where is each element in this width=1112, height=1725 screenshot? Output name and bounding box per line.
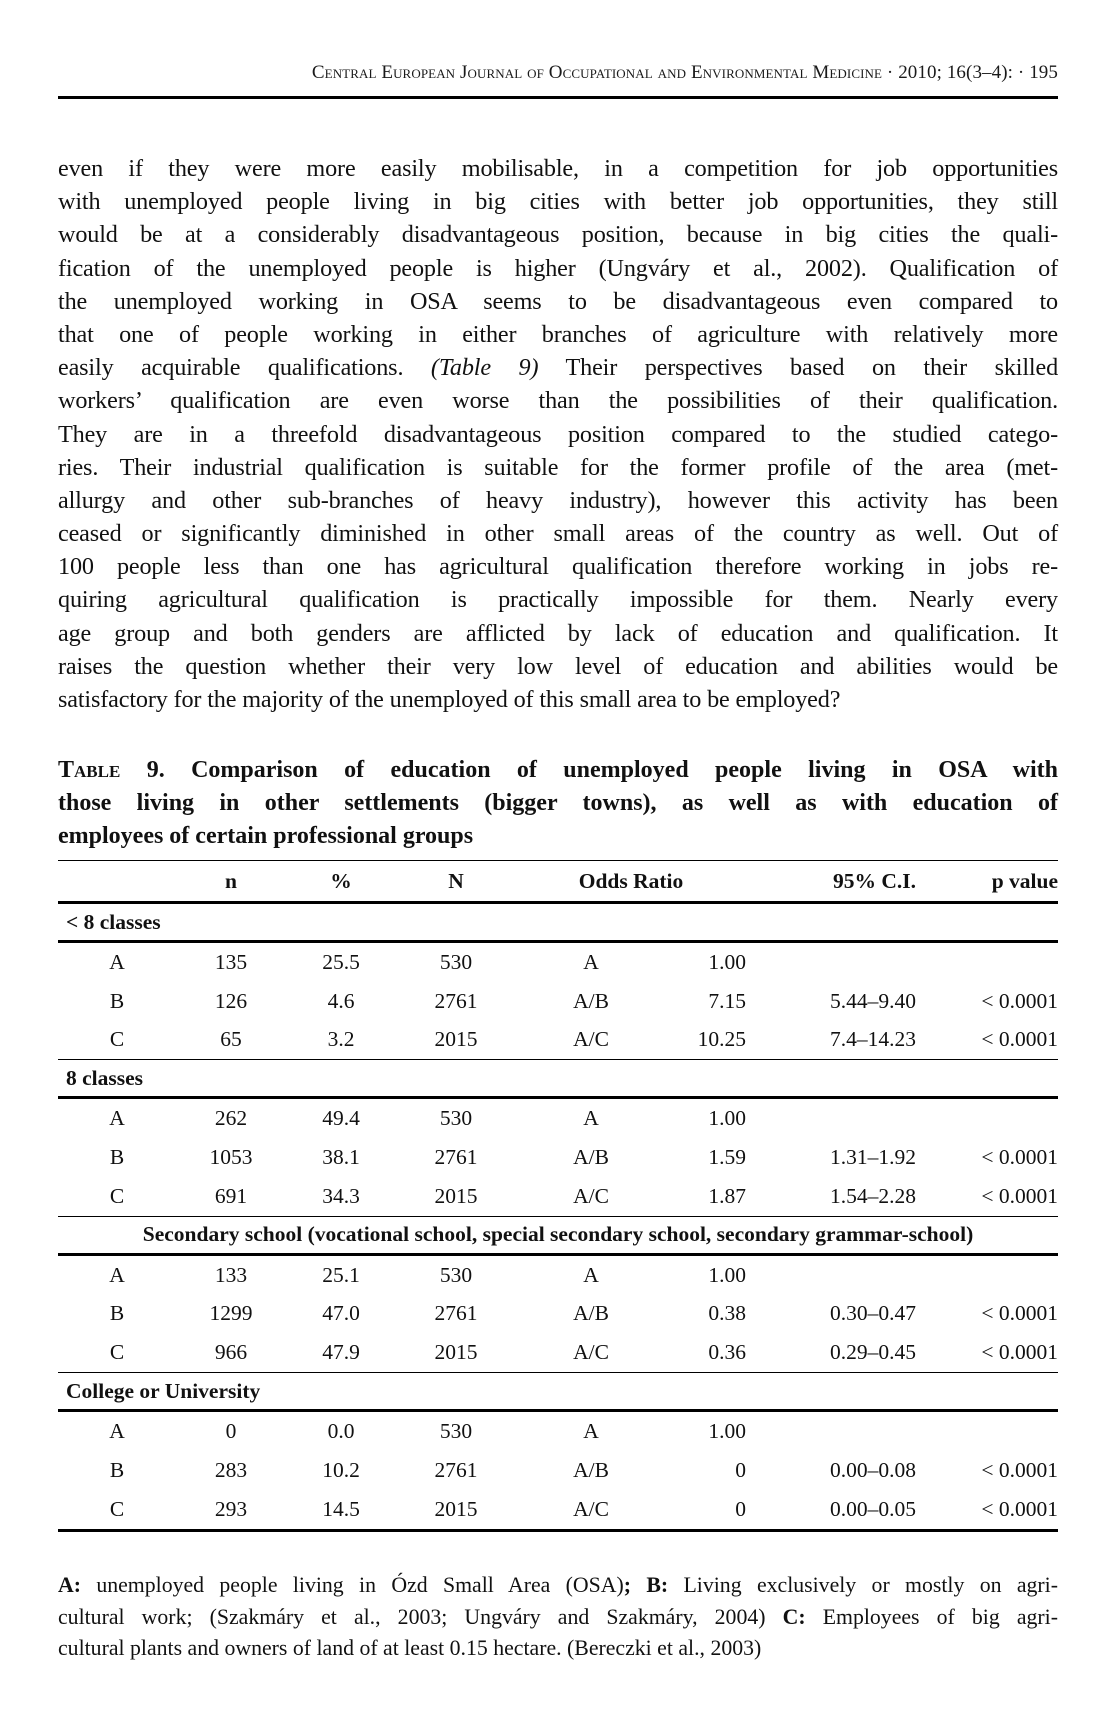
cell-comparison: A/B xyxy=(573,1457,609,1482)
cell-odds-ratio: 10.25 xyxy=(697,1027,746,1052)
col-header-group xyxy=(58,861,176,903)
cell-percent: 14.5 xyxy=(286,1490,396,1530)
cell-comparison: A/C xyxy=(573,1340,609,1365)
cell-ci xyxy=(746,1254,916,1294)
cell-odds-ratio: 1.87 xyxy=(708,1183,746,1208)
cell-n: 133 xyxy=(214,1262,248,1287)
col-header-p-value: p value xyxy=(916,861,1058,903)
cell-comparison: A xyxy=(583,1262,599,1287)
cell-comparison: A/C xyxy=(516,1490,666,1530)
cell-p-value: < 0.0001 xyxy=(916,1490,1058,1530)
cell-p-value: < 0.0001 xyxy=(981,1457,1058,1482)
cell-ci: 0.30–0.47 xyxy=(830,1301,916,1326)
table-reference: (Table 9) xyxy=(430,354,539,382)
body-line xyxy=(58,351,1058,384)
table-row xyxy=(58,1254,1058,1294)
running-head: Central European Journal of Occupational and Environmental Medicine · 2010; 16(3–4): · 195 xyxy=(311,62,1058,83)
table-row xyxy=(58,1411,1058,1451)
cell-comparison: A xyxy=(583,949,599,974)
cell-p-value xyxy=(916,942,1058,982)
col-header-total: N xyxy=(396,861,516,903)
table-header-row xyxy=(58,861,1058,903)
cell-ci: 0.29–0.45 xyxy=(830,1340,916,1365)
body-line: age group and both genders are afflicted by lack of education and qualification. It xyxy=(58,619,1058,647)
cell-comparison: A/C xyxy=(573,1027,609,1052)
cell-percent: 38.1 xyxy=(322,1145,360,1170)
caption-line: employees of certain professional groups xyxy=(58,823,474,849)
body-line: would be at a considerably disadvantageous position, because in big cities the quali- xyxy=(58,221,1058,249)
table-row xyxy=(58,942,1058,982)
cell-comparison: A/B xyxy=(573,988,609,1013)
cell-n: 126 xyxy=(214,988,248,1013)
cell-ci xyxy=(746,942,916,982)
table-row xyxy=(58,1098,1058,1138)
cell-p-value xyxy=(916,1254,1058,1294)
cell-total: 2015 xyxy=(434,1027,478,1052)
cell-percent: 49.4 xyxy=(322,1106,360,1131)
header-rule xyxy=(58,96,1058,99)
table-group-row xyxy=(58,903,1058,942)
cell-odds-ratio: 0 xyxy=(666,1490,746,1530)
table-row xyxy=(58,1295,1058,1334)
cell-total: 530 xyxy=(439,949,473,974)
footnote-key: C: xyxy=(782,1604,806,1629)
cell-percent: 10.2 xyxy=(322,1457,360,1482)
row-label: B xyxy=(109,1301,125,1326)
row-label: A xyxy=(109,1262,125,1287)
table-group-row xyxy=(58,1216,1058,1254)
body-paragraph xyxy=(58,152,1058,716)
body-text-segment: easily acquirable qualifications. xyxy=(58,354,431,382)
body-line: even if they were more easily mobilisable, in a competition for job opportunities xyxy=(58,155,1058,182)
table-caption xyxy=(58,754,1058,853)
col-header-n: n xyxy=(176,861,286,903)
cell-p-value: < 0.0001 xyxy=(981,1340,1058,1365)
body-line: raises the question whether their very low level of education and abilities would be xyxy=(58,652,1058,680)
table-row xyxy=(58,1451,1058,1490)
footnote-text: cultural work; (Szakmáry et al., 2003; Ungváry and Szakmáry, 2004) xyxy=(58,1604,783,1629)
cell-percent: 47.9 xyxy=(322,1340,360,1365)
group-title: 8 classes xyxy=(58,1060,1058,1098)
caption-line: those living in other settlements (bigger towns), as well as with education of xyxy=(58,790,1058,816)
cell-odds-ratio: 1.00 xyxy=(708,1106,746,1131)
footnote-text: Employees of big agri- xyxy=(805,1604,1058,1629)
cell-n: 262 xyxy=(214,1106,248,1131)
cell-odds-ratio: 0 xyxy=(735,1457,746,1482)
cell-percent: 25.5 xyxy=(322,949,360,974)
row-label: B xyxy=(109,1457,125,1482)
cell-odds-ratio: 7.15 xyxy=(708,988,746,1013)
cell-ci: 0.00–0.05 xyxy=(746,1490,916,1530)
body-line: the unemployed working in OSA seems to be disadvantageous even compared to xyxy=(58,287,1058,315)
cell-p-value xyxy=(916,1411,1058,1451)
body-line: quiring agricultural qualification is practically impossible for them. Nearly every xyxy=(58,586,1058,614)
body-line: that one of people working in either branches of agriculture with relatively more xyxy=(58,320,1058,348)
row-label: C xyxy=(109,1027,125,1052)
table-row xyxy=(58,982,1058,1021)
row-label: A xyxy=(109,949,125,974)
footnote-text: Living exclusively or mostly on agri- xyxy=(668,1573,1058,1597)
cell-n: 293 xyxy=(176,1490,286,1530)
cell-total: 530 xyxy=(439,1106,473,1131)
footnote-key: A: xyxy=(58,1573,81,1597)
table-row xyxy=(58,1333,1058,1372)
cell-n: 65 xyxy=(220,1027,242,1052)
row-label: C xyxy=(58,1490,176,1530)
group-title: College or University xyxy=(58,1373,1058,1411)
cell-n: 1053 xyxy=(209,1145,253,1170)
cell-percent: 3.2 xyxy=(327,1027,355,1052)
cell-percent: 34.3 xyxy=(322,1183,360,1208)
cell-total: 2761 xyxy=(434,988,478,1013)
cell-n: 966 xyxy=(214,1340,248,1365)
cell-odds-ratio: 1.59 xyxy=(708,1145,746,1170)
cell-comparison: A xyxy=(583,1419,599,1444)
body-line: ceased or significantly diminished in other small areas of the country as well. Out of xyxy=(58,520,1058,548)
education-comparison-table xyxy=(58,860,1058,1532)
cell-total: 2761 xyxy=(434,1301,478,1326)
cell-odds-ratio: 0.36 xyxy=(708,1340,746,1365)
cell-p-value: < 0.0001 xyxy=(981,1145,1058,1170)
cell-n: 135 xyxy=(214,949,248,974)
cell-odds-ratio: 0.38 xyxy=(708,1301,746,1326)
footnote-text: unemployed people living in Ózd Small Area (OSA) xyxy=(81,1573,624,1597)
cell-odds-ratio: 1.00 xyxy=(708,949,746,974)
table-footnote xyxy=(58,1570,1058,1665)
cell-p-value: < 0.0001 xyxy=(981,1027,1058,1052)
row-label: B xyxy=(109,1145,125,1170)
cell-percent: 0.0 xyxy=(327,1419,355,1444)
table-group-row xyxy=(58,1060,1058,1098)
cell-percent: 25.1 xyxy=(322,1262,360,1287)
table-row xyxy=(58,1177,1058,1216)
footnote-line xyxy=(58,1602,1058,1634)
cell-percent: 4.6 xyxy=(327,988,355,1013)
cell-n: 691 xyxy=(214,1183,248,1208)
body-line: 100 people less than one has agricultural qualification therefore working in jobs re- xyxy=(58,553,1058,581)
cell-p-value: < 0.0001 xyxy=(981,1301,1058,1326)
body-line: They are in a threefold disadvantageous position compared to the studied catego- xyxy=(58,420,1058,448)
cell-p-value: < 0.0001 xyxy=(981,1183,1058,1208)
cell-comparison: A/B xyxy=(573,1145,609,1170)
group-title: < 8 classes xyxy=(58,903,1058,942)
col-header-odds-ratio: Odds Ratio xyxy=(516,861,746,903)
cell-ci: 5.44–9.40 xyxy=(830,988,916,1013)
cell-n: 1299 xyxy=(209,1301,253,1326)
body-line: with unemployed people living in big cities with better job opportunities, they still xyxy=(58,188,1058,216)
body-line: workers’ qualification are even worse than the possibilities of their qualification. xyxy=(58,387,1058,415)
table-row xyxy=(58,1021,1058,1060)
body-line: fication of the unemployed people is higher (Ungváry et al., 2002). Qualification of xyxy=(58,254,1058,282)
cell-n: 0 xyxy=(225,1419,237,1444)
group-title: Secondary school (vocational school, special secondary school, secondary grammar-school) xyxy=(58,1216,1058,1254)
cell-odds-ratio: 1.00 xyxy=(708,1419,746,1444)
caption-line: Comparison of education of unemployed people living in OSA with xyxy=(164,757,1058,783)
row-label: A xyxy=(109,1419,125,1444)
body-line: ries. Their industrial qualification is suitable for the former profile of the area (met- xyxy=(58,453,1058,481)
row-label: B xyxy=(109,988,125,1013)
cell-n: 283 xyxy=(214,1457,248,1482)
row-label: A xyxy=(109,1106,125,1131)
row-label: C xyxy=(109,1183,125,1208)
cell-total: 2761 xyxy=(434,1145,478,1170)
cell-odds-ratio: 1.00 xyxy=(708,1262,746,1287)
footnote-line xyxy=(58,1570,1058,1602)
body-text-segment: Their perspectives based on their skilled xyxy=(538,354,1059,382)
footnote-key: ; B: xyxy=(623,1573,669,1597)
body-line: satisfactory for the majority of the unemployed of this small area to be employed? xyxy=(58,686,841,713)
cell-percent: 47.0 xyxy=(322,1301,360,1326)
cell-p-value: < 0.0001 xyxy=(981,988,1058,1013)
cell-p-value xyxy=(916,1098,1058,1138)
col-header-percent: % xyxy=(286,861,396,903)
row-label: C xyxy=(109,1340,125,1365)
cell-comparison: A/B xyxy=(573,1301,609,1326)
table-row xyxy=(58,1490,1058,1530)
footnote-line xyxy=(58,1633,1058,1665)
cell-ci xyxy=(746,1411,916,1451)
body-line: allurgy and other sub-branches of heavy industry), however this activity has been xyxy=(58,486,1058,514)
cell-total: 2015 xyxy=(434,1183,478,1208)
footnote-text: cultural plants and owners of land of at least 0.15 hectare. (Bereczki et al., 2003) xyxy=(58,1636,762,1660)
cell-total: 2015 xyxy=(434,1340,478,1365)
cell-ci: 1.31–1.92 xyxy=(830,1145,916,1170)
cell-comparison: A xyxy=(583,1106,599,1131)
cell-total: 2015 xyxy=(396,1490,516,1530)
cell-total: 530 xyxy=(439,1262,473,1287)
cell-total: 530 xyxy=(439,1419,473,1444)
table-group-row xyxy=(58,1373,1058,1411)
col-header-ci: 95% C.I. xyxy=(746,861,916,903)
cell-ci: 0.00–0.08 xyxy=(830,1457,916,1482)
table-label: Table 9. xyxy=(58,757,165,783)
table-row xyxy=(58,1138,1058,1177)
cell-comparison: A/C xyxy=(573,1183,609,1208)
cell-ci: 7.4–14.23 xyxy=(830,1027,916,1052)
cell-total: 2761 xyxy=(434,1457,478,1482)
cell-ci: 1.54–2.28 xyxy=(830,1183,916,1208)
cell-ci xyxy=(746,1098,916,1138)
